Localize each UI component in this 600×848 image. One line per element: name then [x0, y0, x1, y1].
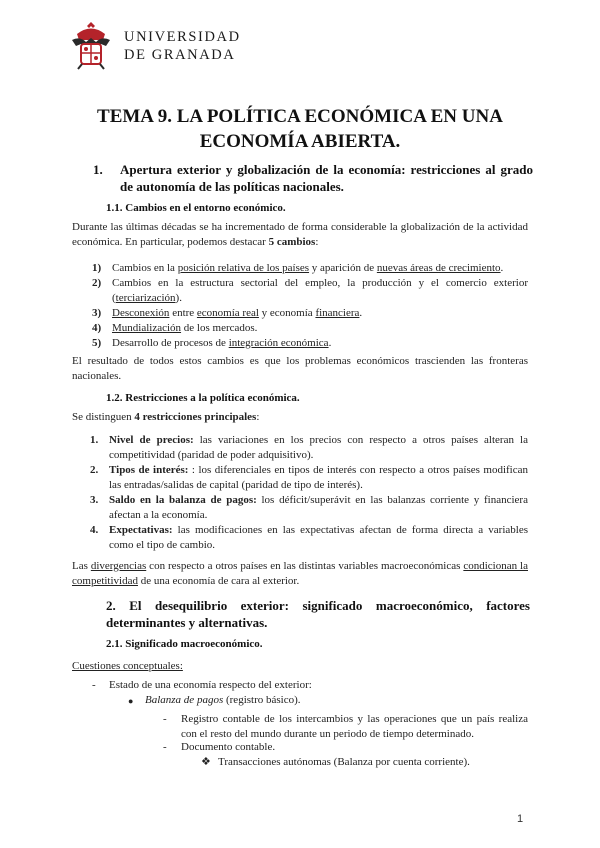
section-1-number: 1.: [93, 162, 103, 177]
section-2-heading: 2. El desequilibrio exterior: significado macroeconómico, factores determinantes y alternativas.: [106, 598, 530, 630]
university-name-line1: UNIVERSIDAD: [124, 29, 241, 45]
list-item-number: 4.: [90, 524, 99, 536]
list-item-text: [109, 463, 528, 493]
list-item-description: las modificaciones en las expectativas afectan de forma directa a variables como el tipo de cambio.: [109, 524, 528, 551]
text-run: Desarrollo de procesos de: [112, 337, 229, 349]
balance-of-payments-item: Balanza de pagos (registro básico).: [145, 694, 301, 706]
text-run: Cambios en la: [112, 262, 178, 274]
university-name: [124, 28, 241, 64]
text-run: Desconexión: [112, 307, 170, 319]
subsection-1-2-intro: Se distinguen 4 restricciones principales:: [72, 411, 260, 423]
text-run: entre: [169, 307, 197, 319]
page-number: 1: [517, 813, 524, 825]
text-run: financiera: [315, 307, 360, 319]
page-title: [0, 104, 600, 154]
text-run: con respecto a otros países en las distintas variables macroeconómicas: [146, 560, 464, 572]
text-run: y aparición de: [309, 262, 377, 274]
autonomous-transactions-item: Transacciones autónomas (Balanza por cuenta corriente).: [218, 756, 470, 768]
list-item-description: las variaciones en los precios con respecto a otros países alteran la competitividad (paridad de poder adquisitivo).: [109, 434, 528, 461]
accounting-record-item: Registro contable de los intercambios y las operaciones que un país realiza con el resto del mundo durante un periodo de tiempo determinado.: [181, 713, 528, 740]
text-run: ).: [175, 292, 182, 304]
text-run: Las: [72, 560, 91, 572]
text-run: nuevas áreas de crecimiento: [376, 262, 501, 274]
list-item: [92, 276, 528, 306]
diamond-bullet-icon: ❖: [201, 756, 211, 768]
list-item-text: [112, 276, 528, 306]
text-run: de los mercados.: [181, 322, 258, 334]
text-run: de una economía de cara al exterior.: [137, 575, 300, 587]
list-item-term: Tipos de interés:: [109, 464, 189, 476]
university-logo: [68, 20, 241, 70]
subsection-1-2-conclusion: [72, 559, 528, 589]
text-run: Cambios en la estructura sectorial del empleo, la producción y el comercio exterior (: [112, 277, 528, 304]
list-item: [92, 321, 528, 336]
text-run: divergencias: [90, 560, 147, 572]
text-run: integración económica: [228, 337, 329, 349]
list-item-number: 1.: [90, 434, 99, 446]
text-run: Mundialización: [112, 322, 182, 334]
list-item: [90, 433, 528, 463]
economy-state-item: Estado de una economía respecto del exterior:: [109, 679, 312, 691]
list-item-text: [112, 306, 528, 321]
list-item-text: [112, 321, 528, 336]
list-item-number: 3): [92, 307, 102, 319]
text-run: .: [359, 307, 363, 319]
list-item: [92, 261, 528, 276]
section-1-title: Apertura exterior y globalización de la economía: restricciones al grado de autonomía de las políticas nacionales.: [120, 162, 533, 194]
list-item-text: [112, 261, 528, 276]
text-run: .: [500, 262, 504, 274]
list-item-number: 2): [92, 277, 102, 289]
list-item-term: Nivel de precios:: [109, 434, 194, 446]
university-crest-icon: [68, 20, 114, 70]
list-item-text: [112, 336, 528, 351]
page-title-line1: TEMA 9. LA POLÍTICA ECONÓMICA EN UNA: [97, 106, 503, 127]
text-run: .: [328, 337, 332, 349]
list-item-number: 5): [92, 337, 102, 349]
text-run: posición relativa de los países: [177, 262, 310, 274]
list-item: [90, 463, 528, 493]
list-dash-bullet: -: [163, 713, 167, 725]
list-item-number: 3.: [90, 494, 99, 506]
list-item-term: Saldo en la balanza de pagos:: [109, 494, 257, 506]
list-item: [92, 336, 528, 351]
list-item-number: 1): [92, 262, 102, 274]
list-dot-bullet: ●: [128, 696, 134, 706]
accounting-document-item: Documento contable.: [181, 741, 276, 753]
list-dash-bullet: -: [92, 679, 96, 691]
page-title-line2: ECONOMÍA ABIERTA.: [199, 131, 401, 152]
list-item: [92, 306, 528, 321]
list-item: [90, 523, 528, 553]
text-run: y economía: [258, 307, 316, 319]
section-1-heading: [93, 161, 533, 195]
text-run: economía real: [196, 307, 259, 319]
subsection-1-1-heading: 1.1. Cambios en el entorno económico.: [106, 202, 286, 214]
list-item-text: [109, 493, 528, 523]
list-dash-bullet: -: [163, 741, 167, 753]
conceptual-questions-label: Cuestiones conceptuales:: [72, 660, 183, 672]
list-item-number: 4): [92, 322, 102, 334]
text-run: terciarización: [115, 292, 176, 304]
list-item-number: 2.: [90, 464, 99, 476]
subsection-1-1-result: El resultado de todos estos cambios es que los problemas económicos trascienden las fronteras nacionales.: [72, 355, 528, 382]
subsection-1-2-heading: 1.2. Restricciones a la política económica.: [106, 392, 300, 404]
list-item-description: : los diferenciales en tipos de interés con respecto a otros países modifican las entradas/salidas de capital (paridad de tipo de interés).: [109, 464, 528, 491]
university-name-line2: DE GRANADA: [124, 47, 236, 63]
list-item-description: los déficit/superávit en las balanzas corriente y financiera afectan a la economía.: [109, 494, 528, 521]
list-item-text: [109, 433, 528, 463]
list-item-term: Expectativas:: [109, 524, 173, 536]
subsection-1-1-intro: Durante las últimas décadas se ha incrementado de forma considerable la globalización de la actividad económica. En particular, podemos destacar 5 cambios:: [72, 221, 528, 248]
subsection-2-1-heading: 2.1. Significado macroeconómico.: [106, 638, 263, 650]
text-run: condicionan la competitividad: [72, 560, 528, 587]
list-item: [90, 493, 528, 523]
list-item-text: [109, 523, 528, 553]
